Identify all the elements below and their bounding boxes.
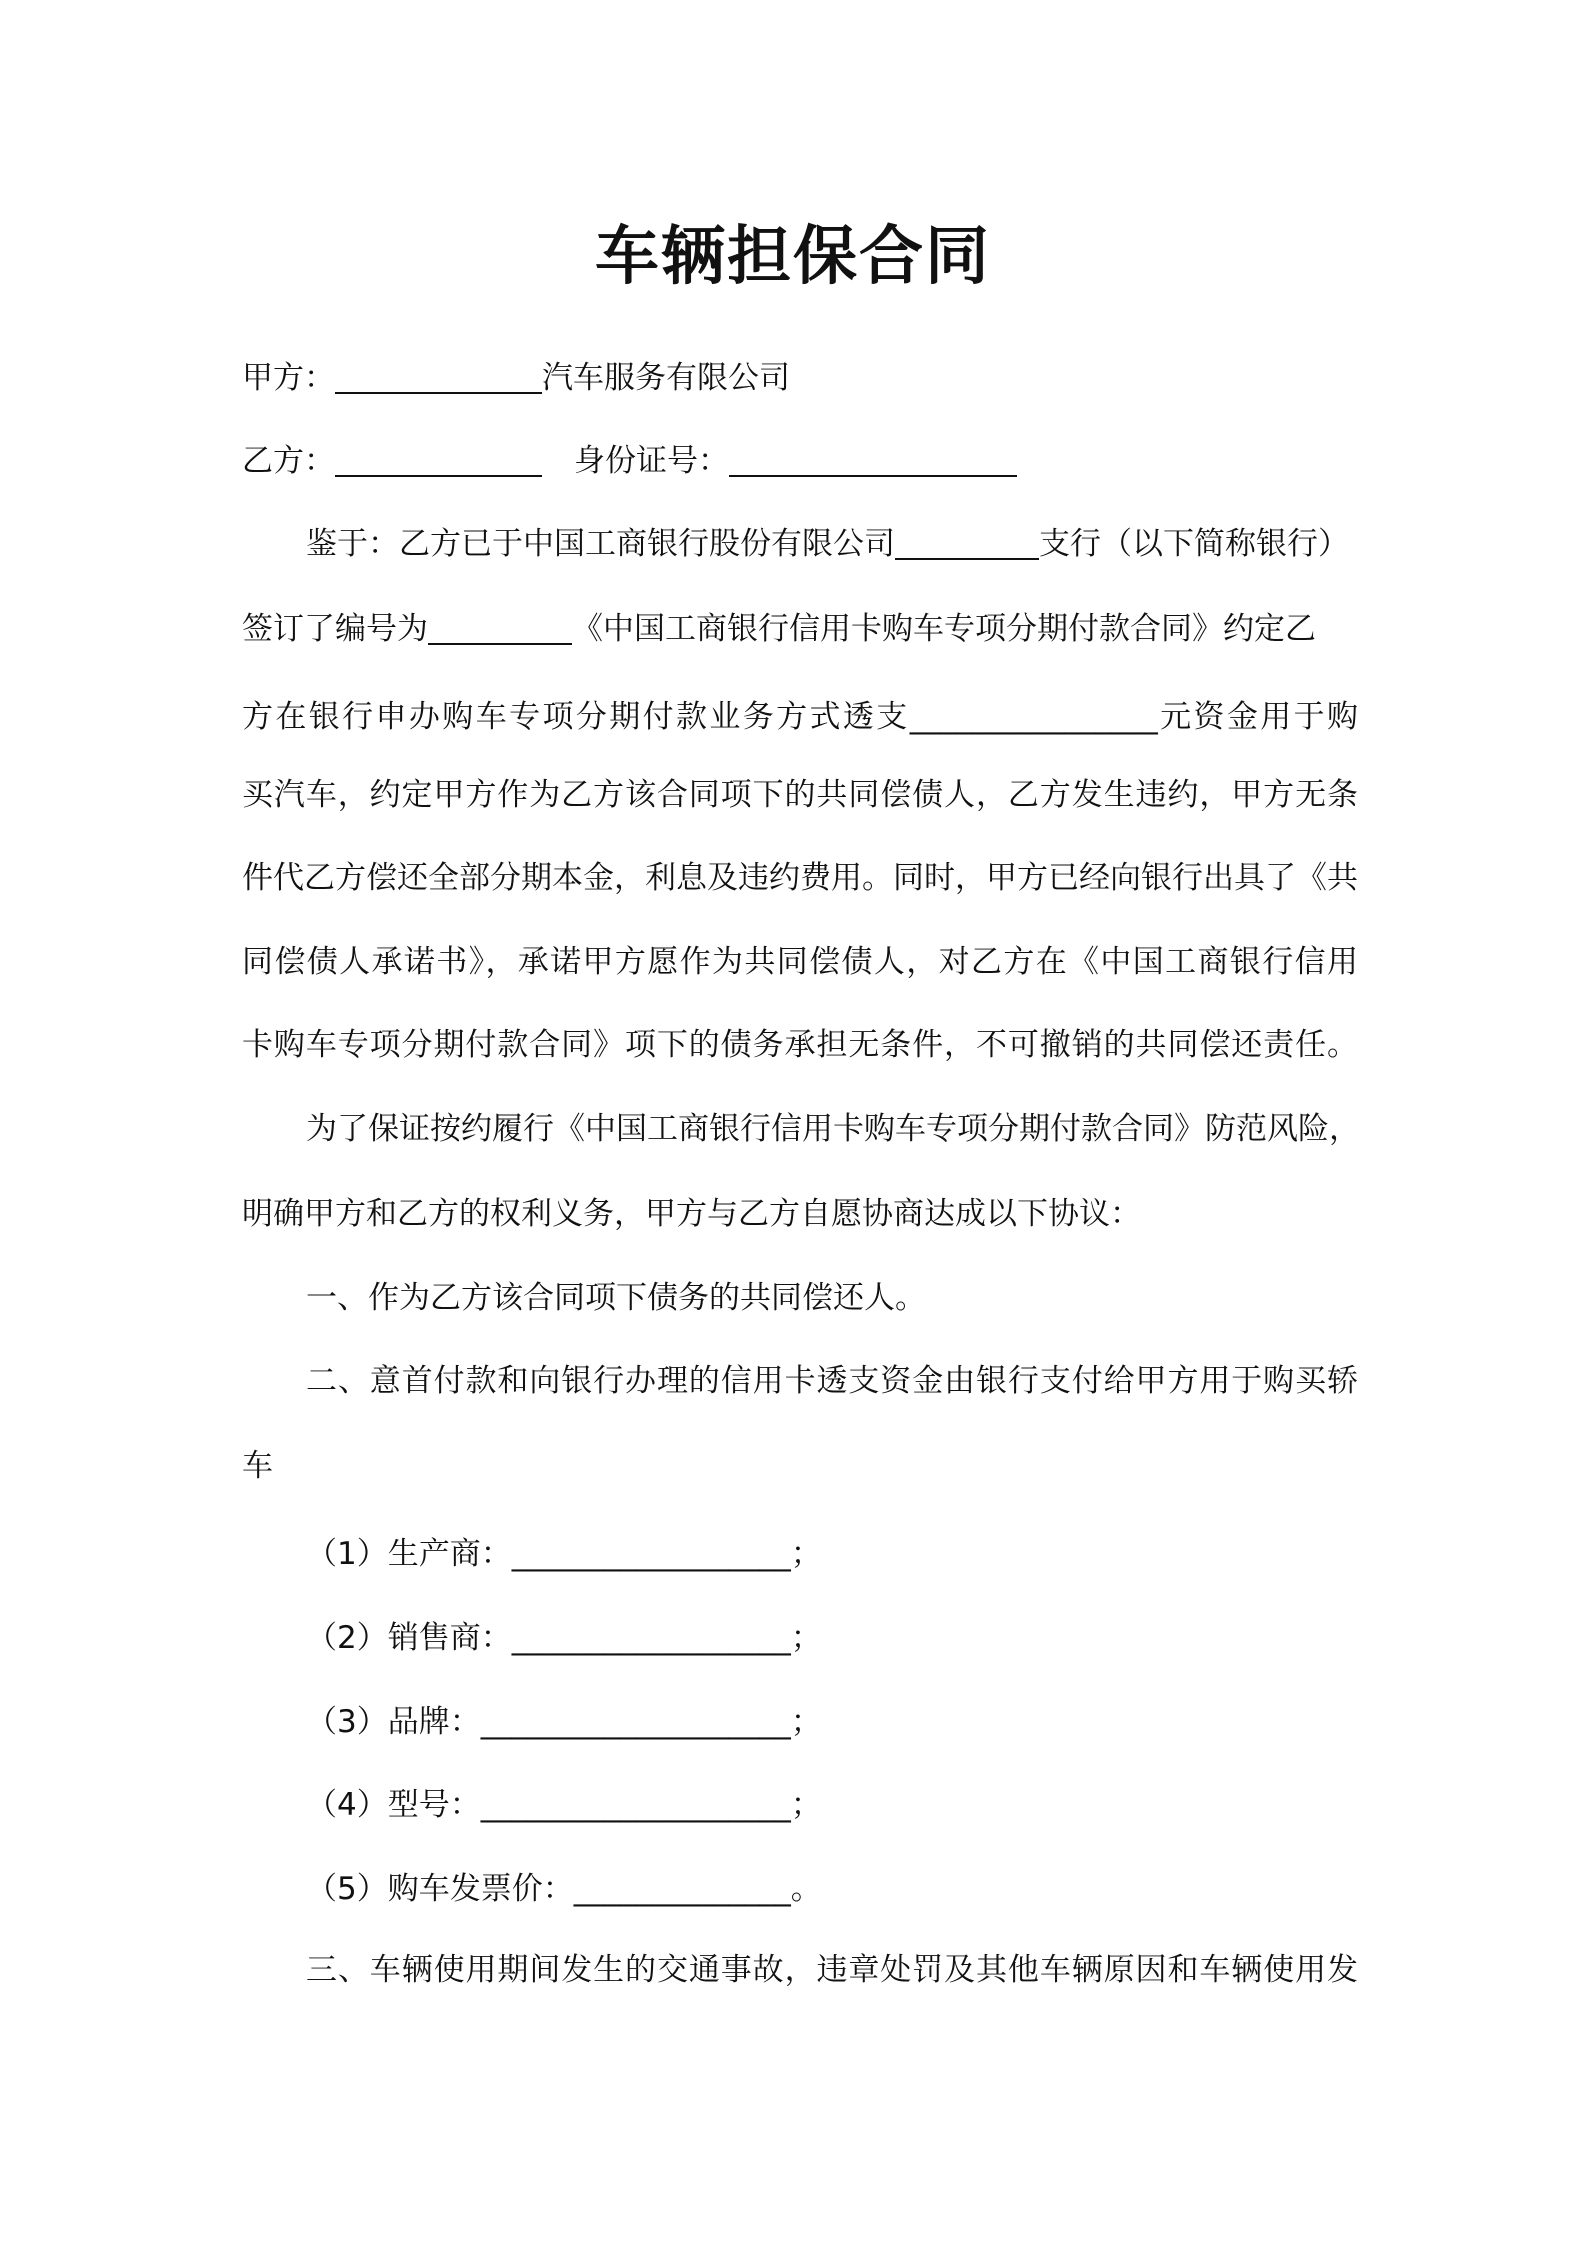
text: 《中国工商银行信用卡购车专项分期付款合同》约定乙 — [572, 611, 1316, 647]
text: 鉴于：乙方已于中国工商银行股份有限公司 — [306, 526, 895, 562]
paragraph-line: 件代乙方偿还全部分期本金，利息及违约费用。同时，甲方已经向银行出具了《共 — [242, 860, 1358, 896]
party-b-blank[interactable] — [335, 445, 542, 477]
item-invoice-price: （5）购车发票价：______________。 — [306, 1871, 822, 1907]
clause-1: 一、作为乙方该合同项下债务的共同偿还人。 — [306, 1280, 926, 1316]
clause-2-cont: 车 — [242, 1448, 273, 1484]
clause-2: 二、意首付款和向银行办理的信用卡透支资金由银行支付给甲方用于购买轿 — [306, 1363, 1358, 1399]
paragraph-line — [242, 587, 1316, 671]
clause-3: 三、车辆使用期间发生的交通事故，违章处罚及其他车辆原因和车辆使用发 — [306, 1952, 1358, 1988]
party-b-line — [242, 419, 1017, 503]
branch-blank[interactable] — [895, 528, 1039, 560]
party-a-blank[interactable] — [335, 362, 542, 394]
item-brand: （3）品牌：____________________； — [306, 1704, 822, 1740]
paragraph-line: 为了保证按约履行《中国工商银行信用卡购车专项分期付款合同》防范风险， — [306, 1111, 1360, 1147]
paragraph-line: 同偿债人承诺书》，承诺甲方愿作为共同偿债人，对乙方在《中国工商银行信用 — [242, 944, 1358, 980]
text: 签订了编号为 — [242, 611, 428, 647]
paragraph-line: 卡购车专项分期付款合同》项下的债务承担无条件，不可撤销的共同偿还责任。 — [242, 1027, 1358, 1063]
paragraph-line: 方在银行申办购车专项分期付款业务方式透支________________元资金用于购 — [242, 699, 1358, 735]
text: 支行（以下简称银行） — [1039, 526, 1349, 562]
item-manufacturer: （1）生产商：__________________； — [306, 1536, 822, 1572]
id-number-label: 身份证号： — [574, 443, 729, 479]
party-a-line — [242, 336, 790, 420]
paragraph-line: 买汽车，约定甲方作为乙方该合同项下的共同偿债人，乙方发生违约，甲方无条 — [242, 777, 1358, 813]
document-title: 车辆担保合同 — [595, 220, 991, 294]
contract-number-blank[interactable] — [428, 613, 572, 645]
id-number-blank[interactable] — [729, 445, 1017, 477]
party-a-suffix: 汽车服务有限公司 — [542, 360, 790, 396]
item-seller: （2）销售商：__________________； — [306, 1620, 822, 1656]
party-a-label: 甲方： — [242, 360, 335, 396]
paragraph-line — [306, 502, 1349, 586]
item-model: （4）型号：____________________； — [306, 1787, 822, 1823]
paragraph-line: 明确甲方和乙方的权利义务，甲方与乙方自愿协商达成以下协议： — [242, 1196, 1141, 1232]
party-b-label: 乙方： — [242, 443, 335, 479]
